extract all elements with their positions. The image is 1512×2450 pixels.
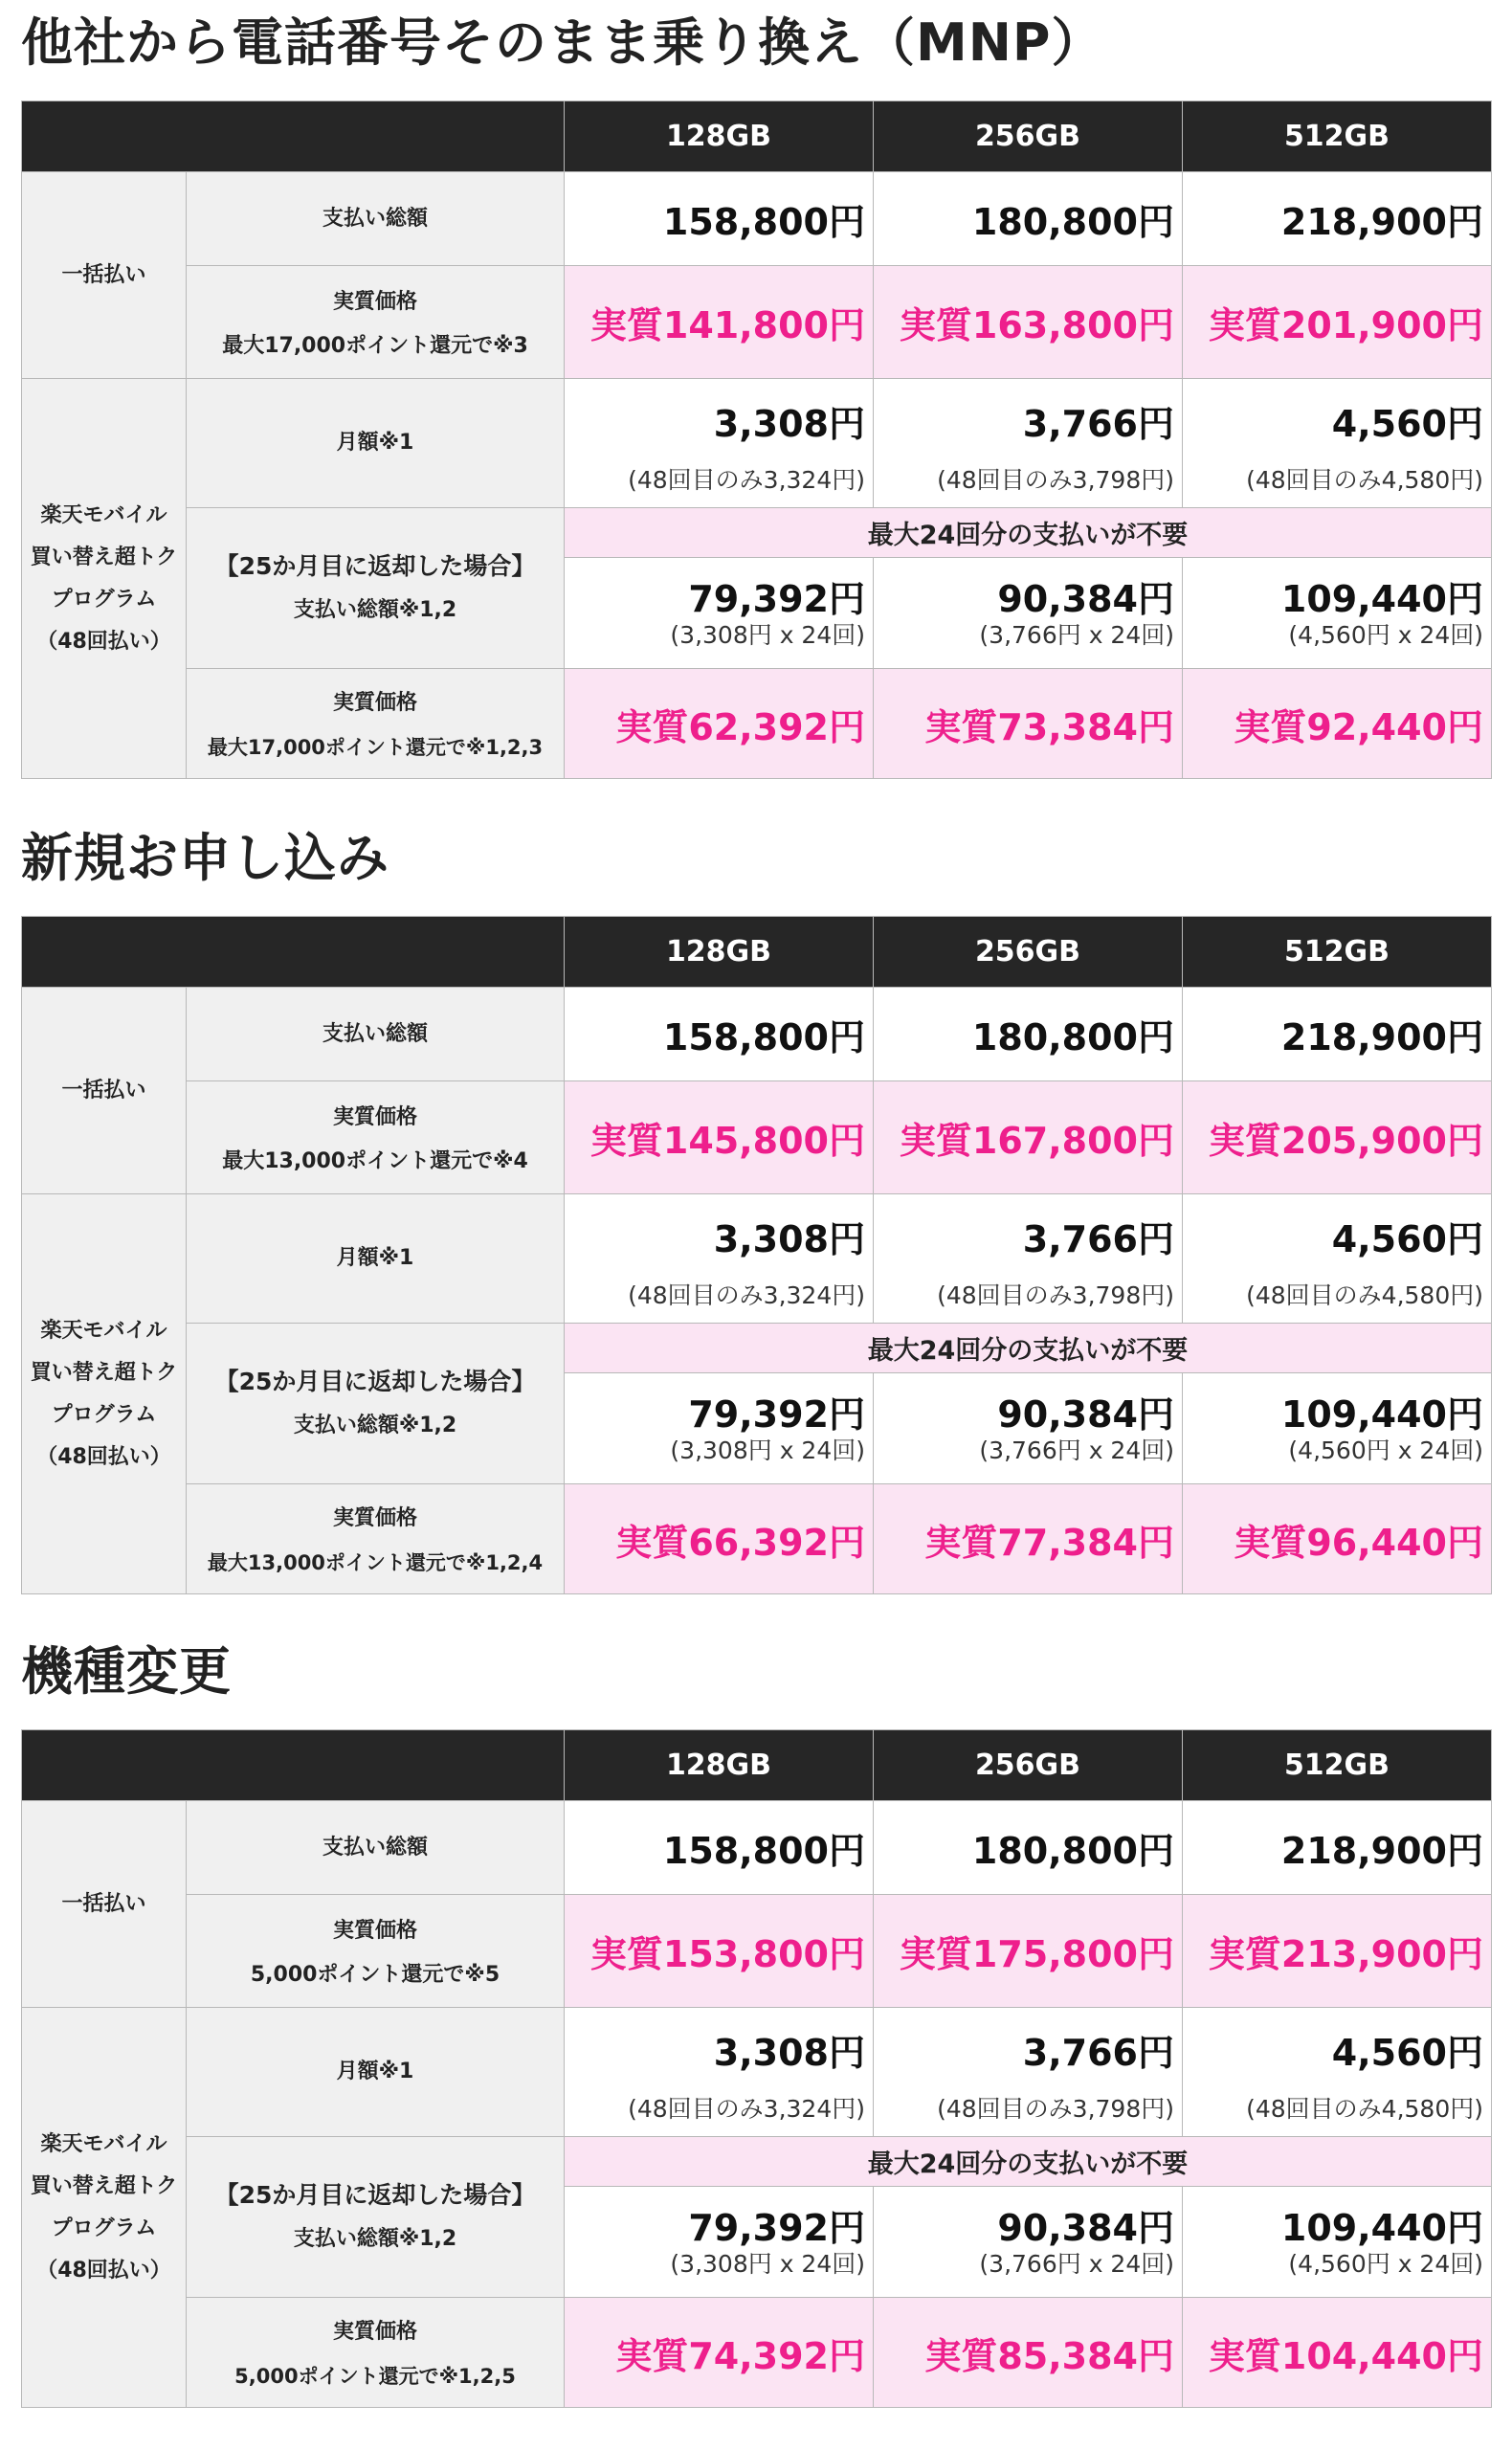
header-256gb: 256GB <box>874 1730 1183 1801</box>
return-label-line1: 【25か月目に返却した場合】 <box>214 2180 536 2209</box>
program-label-line: 買い替え超トク <box>30 2173 178 2198</box>
effective-price-note: 最大17,000ポイント還元で※3 <box>222 333 528 358</box>
program-label-line: プログラム <box>51 587 157 612</box>
return-total-cell <box>874 1373 1183 1484</box>
monthly-label: 月額※1 <box>187 2008 565 2137</box>
monthly-value-cell <box>874 379 1183 508</box>
return-total-value: 109,440円 <box>1280 2206 1483 2249</box>
total-payment-label: 支払い総額 <box>187 988 565 1081</box>
lump-effective-value: 実質175,800円 <box>874 1895 1183 2008</box>
monthly-value-cell <box>874 1194 1183 1324</box>
program-label-line: （48回払い） <box>36 1444 171 1469</box>
return-total-note: (3,308円 x 24回) <box>670 2249 865 2278</box>
header-blank <box>22 1730 565 1801</box>
monthly-note: (48回目のみ3,324円) <box>628 2095 865 2123</box>
monthly-value: 3,308円 <box>713 2032 865 2074</box>
lump-effective-value: 実質167,800円 <box>874 1081 1183 1194</box>
program-effective-label <box>187 2298 565 2408</box>
return-total-value: 90,384円 <box>997 2206 1174 2249</box>
table-header-row <box>22 1730 1492 1801</box>
monthly-value-cell <box>565 2008 874 2137</box>
effective-price-label <box>187 1895 565 2008</box>
monthly-value: 3,308円 <box>713 1218 865 1260</box>
monthly-row <box>22 2008 1492 2137</box>
return-total-value: 90,384円 <box>997 577 1174 620</box>
program-group-label <box>22 1194 187 1594</box>
return-label-line1: 【25か月目に返却した場合】 <box>214 1367 536 1395</box>
lump-effective-value: 実質153,800円 <box>565 1895 874 2008</box>
monthly-row <box>22 379 1492 508</box>
return-total-note: (4,560円 x 24回) <box>1288 1436 1483 1464</box>
program-effective-row <box>22 1484 1492 1594</box>
effective-price-label <box>187 1081 565 1194</box>
monthly-value: 3,766円 <box>1022 403 1174 445</box>
header-128gb: 128GB <box>565 1730 874 1801</box>
monthly-note: (48回目のみ3,324円) <box>628 466 865 494</box>
monthly-value-cell <box>565 379 874 508</box>
monthly-value-cell <box>1183 1194 1492 1324</box>
lump-effective-value: 実質141,800円 <box>565 266 874 379</box>
monthly-note: (48回目のみ4,580円) <box>1246 2095 1483 2123</box>
lump-total-value: 218,900円 <box>1183 172 1492 266</box>
monthly-value: 3,766円 <box>1022 1218 1174 1260</box>
return-label-line2: 支払い総額※1,2 <box>293 1413 457 1437</box>
lump-total-row <box>22 1801 1492 1895</box>
monthly-note: (48回目のみ3,798円) <box>937 466 1174 494</box>
effective-price-label <box>187 266 565 379</box>
monthly-value-cell <box>874 2008 1183 2137</box>
program-label-line: （48回払い） <box>36 2258 171 2283</box>
lump-total-value: 218,900円 <box>1183 988 1492 1081</box>
total-payment-label: 支払い総額 <box>187 1801 565 1895</box>
price-table <box>21 916 1492 1594</box>
program-label-line: プログラム <box>51 2216 157 2240</box>
return-label <box>187 2137 565 2298</box>
program-effective-label <box>187 669 565 779</box>
program-group-label <box>22 2008 187 2408</box>
price-table <box>21 1729 1492 2408</box>
return-total-cell <box>565 558 874 669</box>
return-total-cell <box>874 2187 1183 2298</box>
return-total-cell <box>1183 1373 1492 1484</box>
return-total-cell <box>565 1373 874 1484</box>
return-total-note: (3,308円 x 24回) <box>670 1436 865 1464</box>
return-label <box>187 508 565 669</box>
monthly-label: 月額※1 <box>187 1194 565 1324</box>
program-label-line: （48回払い） <box>36 629 171 654</box>
monthly-value-cell <box>1183 2008 1492 2137</box>
return-total-cell <box>565 2187 874 2298</box>
program-effective-value: 実質62,392円 <box>565 669 874 779</box>
program-effective-value: 実質77,384円 <box>874 1484 1183 1594</box>
return-total-note: (4,560円 x 24回) <box>1288 620 1483 649</box>
lump-sum-group-label: 一括払い <box>22 172 187 379</box>
lump-total-row <box>22 172 1492 266</box>
effective-price-title: 実質価格 <box>332 289 417 314</box>
banner-row <box>22 1324 1492 1373</box>
effective-price-title: 実質価格 <box>332 2320 417 2344</box>
lump-total-value: 180,800円 <box>874 172 1183 266</box>
return-total-value: 109,440円 <box>1280 1392 1483 1436</box>
table-header-row <box>22 917 1492 988</box>
lump-sum-group-label: 一括払い <box>22 988 187 1194</box>
price-section <box>21 815 1491 1594</box>
lump-total-value: 180,800円 <box>874 1801 1183 1895</box>
return-label <box>187 1324 565 1484</box>
monthly-value: 3,766円 <box>1022 2032 1174 2074</box>
effective-price-title: 実質価格 <box>332 691 417 715</box>
monthly-note: (48回目のみ3,798円) <box>937 1281 1174 1309</box>
table-header-row <box>22 101 1492 172</box>
effective-price-note: 5,000ポイント還元で※1,2,5 <box>234 2365 516 2388</box>
program-effective-label <box>187 1484 565 1594</box>
lump-effective-value: 実質213,900円 <box>1183 1895 1492 2008</box>
monthly-row <box>22 1194 1492 1324</box>
monthly-value-cell <box>1183 379 1492 508</box>
lump-effective-row <box>22 266 1492 379</box>
program-label-line: 買い替え超トク <box>30 1360 178 1385</box>
program-effective-value: 実質66,392円 <box>565 1484 874 1594</box>
header-128gb: 128GB <box>565 917 874 988</box>
effective-price-note: 5,000ポイント還元で※5 <box>250 1962 500 1987</box>
return-total-note: (3,766円 x 24回) <box>979 2249 1174 2278</box>
banner-row <box>22 508 1492 558</box>
program-effective-row <box>22 669 1492 779</box>
return-total-cell <box>1183 2187 1492 2298</box>
program-effective-value: 実質74,392円 <box>565 2298 874 2408</box>
section-title: 他社から電話番号そのまま乗り換え（MNP） <box>21 11 1104 73</box>
monthly-note: (48回目のみ3,798円) <box>937 2095 1174 2123</box>
monthly-note: (48回目のみ3,324円) <box>628 1281 865 1309</box>
effective-price-note: 最大13,000ポイント還元で※1,2,4 <box>207 1551 544 1574</box>
no-payment-banner: 最大24回分の支払いが不要 <box>565 2137 1492 2187</box>
lump-total-value: 158,800円 <box>565 1801 874 1895</box>
monthly-value: 3,308円 <box>713 403 865 445</box>
monthly-value: 4,560円 <box>1331 403 1483 445</box>
price-table <box>21 100 1492 779</box>
lump-effective-value: 実質145,800円 <box>565 1081 874 1194</box>
section-title: 新規お申し込み <box>21 827 389 888</box>
price-section <box>21 0 1491 779</box>
lump-total-value: 158,800円 <box>565 172 874 266</box>
monthly-note: (48回目のみ4,580円) <box>1246 1281 1483 1309</box>
return-label-line2: 支払い総額※1,2 <box>293 597 457 622</box>
section-title: 機種変更 <box>21 1640 232 1702</box>
effective-price-note: 最大17,000ポイント還元で※1,2,3 <box>207 736 544 759</box>
program-effective-row <box>22 2298 1492 2408</box>
effective-price-title: 実質価格 <box>332 1918 417 1943</box>
lump-total-value: 180,800円 <box>874 988 1183 1081</box>
total-payment-label: 支払い総額 <box>187 172 565 266</box>
monthly-value: 4,560円 <box>1331 2032 1483 2074</box>
header-blank <box>22 101 565 172</box>
lump-effective-row <box>22 1895 1492 2008</box>
program-effective-value: 実質73,384円 <box>874 669 1183 779</box>
return-total-value: 79,392円 <box>688 1392 865 1436</box>
return-total-note: (3,766円 x 24回) <box>979 1436 1174 1464</box>
no-payment-banner: 最大24回分の支払いが不要 <box>565 508 1492 558</box>
return-total-cell <box>1183 558 1492 669</box>
monthly-value-cell <box>565 1194 874 1324</box>
lump-total-row <box>22 988 1492 1081</box>
monthly-note: (48回目のみ4,580円) <box>1246 466 1483 494</box>
program-label-line: 楽天モバイル <box>40 1318 167 1343</box>
return-total-cell <box>874 558 1183 669</box>
program-label-line: 楽天モバイル <box>40 2131 167 2156</box>
header-512gb: 512GB <box>1183 917 1492 988</box>
program-effective-value: 実質85,384円 <box>874 2298 1183 2408</box>
return-label-line1: 【25か月目に返却した場合】 <box>214 551 536 580</box>
lump-effective-value: 実質205,900円 <box>1183 1081 1492 1194</box>
program-group-label <box>22 379 187 779</box>
effective-price-note: 最大13,000ポイント還元で※4 <box>222 1148 528 1173</box>
header-blank <box>22 917 565 988</box>
lump-effective-row <box>22 1081 1492 1194</box>
lump-effective-value: 実質201,900円 <box>1183 266 1492 379</box>
banner-row <box>22 2137 1492 2187</box>
return-total-value: 90,384円 <box>997 1392 1174 1436</box>
return-total-value: 79,392円 <box>688 2206 865 2249</box>
program-effective-value: 実質96,440円 <box>1183 1484 1492 1594</box>
return-total-note: (3,766円 x 24回) <box>979 620 1174 649</box>
header-256gb: 256GB <box>874 917 1183 988</box>
return-total-value: 79,392円 <box>688 577 865 620</box>
no-payment-banner: 最大24回分の支払いが不要 <box>565 1324 1492 1373</box>
header-128gb: 128GB <box>565 101 874 172</box>
return-label-line2: 支払い総額※1,2 <box>293 2226 457 2251</box>
header-512gb: 512GB <box>1183 1730 1492 1801</box>
return-total-note: (4,560円 x 24回) <box>1288 2249 1483 2278</box>
header-512gb: 512GB <box>1183 101 1492 172</box>
monthly-value: 4,560円 <box>1331 1218 1483 1260</box>
header-256gb: 256GB <box>874 101 1183 172</box>
program-label-line: 楽天モバイル <box>40 502 167 527</box>
price-section <box>21 1629 1491 2408</box>
effective-price-title: 実質価格 <box>332 1506 417 1530</box>
program-effective-value: 実質92,440円 <box>1183 669 1492 779</box>
lump-effective-value: 実質163,800円 <box>874 266 1183 379</box>
return-total-value: 109,440円 <box>1280 577 1483 620</box>
lump-total-value: 218,900円 <box>1183 1801 1492 1895</box>
program-effective-value: 実質104,440円 <box>1183 2298 1492 2408</box>
lump-sum-group-label: 一括払い <box>22 1801 187 2008</box>
monthly-label: 月額※1 <box>187 379 565 508</box>
lump-total-value: 158,800円 <box>565 988 874 1081</box>
program-label-line: 買い替え超トク <box>30 545 178 569</box>
program-label-line: プログラム <box>51 1402 157 1427</box>
return-total-note: (3,308円 x 24回) <box>670 620 865 649</box>
effective-price-title: 実質価格 <box>332 1104 417 1129</box>
